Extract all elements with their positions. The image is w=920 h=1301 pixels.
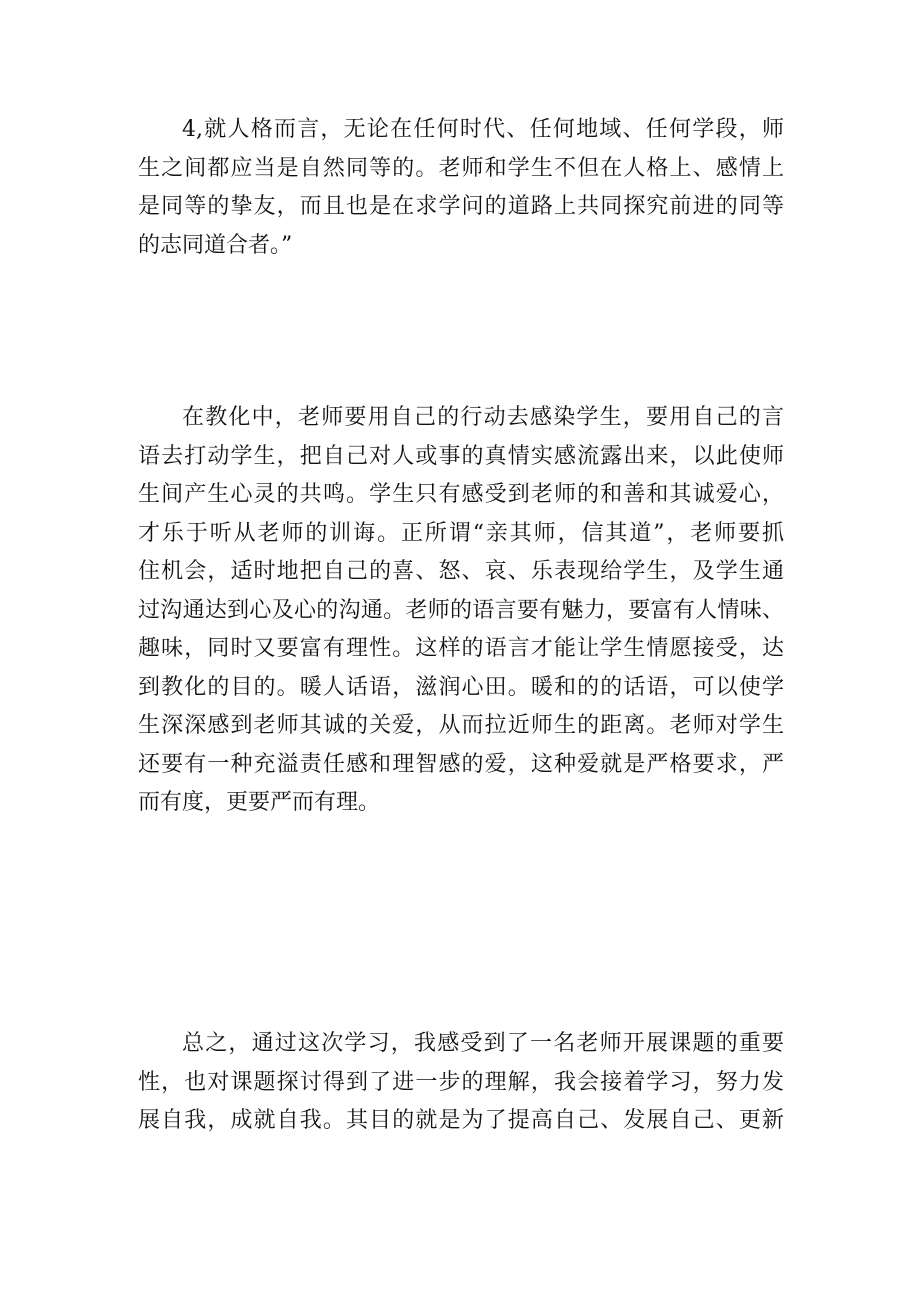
text-line: 生之间都应当是自然同等的。老师和学生不但在人格上、感情上 (138, 155, 784, 181)
text-line: 住机会，适时地把自己的喜、怒、哀、乐表现给学生，及学生通 (138, 559, 784, 584)
text-line: 语去打动学生，把自己对人或事的真情实感流露出来，以此使师 (138, 443, 784, 469)
text-line: 生深深感到老师其诚的关爱，从而拉近师生的距离。老师对学生 (138, 713, 784, 738)
text-line: 性，也对课题探讨得到了进一步的理解，我会接着学习，努力发 (138, 1069, 784, 1095)
text-line: 才乐于听从老师的训诲。正所谓“亲其师，信其道”，老师要抓 (138, 520, 784, 546)
text-line: 趣味，同时又要富有理性。这样的语言才能让学生情愿接受，达 (138, 636, 784, 661)
text-line: 还要有一种充溢责任感和理智感的爱，这种爱就是严格要求，严 (138, 751, 784, 777)
paragraph-teacher-student-equality (138, 111, 784, 265)
text-line: 4,就人格而言，无论在任何时代、任何地域、任何学段，师 (182, 117, 784, 142)
text-line: 生间产生心灵的共鸣。学生只有感受到老师的和善和其诚爱心， (138, 482, 784, 507)
text-line: 在教化中，老师要用自己的行动去感染学生，要用自己的言 (182, 405, 784, 430)
paragraph-education-influence (138, 399, 784, 823)
text-line: 总之，通过这次学习，我感受到了一名老师开展课题的重要 (182, 1031, 784, 1056)
text-line: 到教化的目的。暖人话语，滋润心田。暖和的的话语，可以使学 (138, 674, 784, 700)
text-line: 是同等的挚友，而且也是在求学问的道路上共同探究前进的同等 (138, 194, 784, 219)
text-line: 而有度，更要严而有理。 (138, 790, 381, 815)
text-line: 的志同道合者。” (138, 232, 293, 258)
text-line: 展自我，成就自我。其目的就是为了提高自己、发展自己、更新 (138, 1108, 784, 1133)
paragraph-conclusion (138, 1025, 784, 1141)
text-line: 过沟通达到心及心的沟通。老师的语言要有魅力，要富有人情味、 (138, 597, 784, 623)
